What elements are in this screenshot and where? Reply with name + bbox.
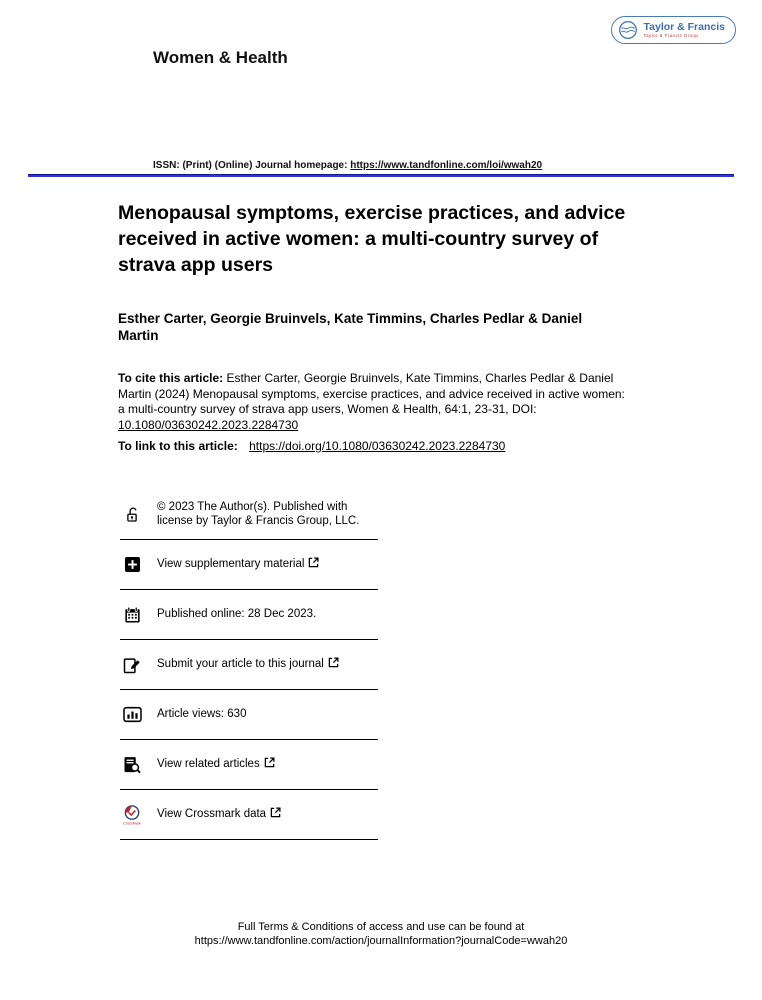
supplementary-link[interactable]: [157, 557, 319, 572]
external-link-icon: [264, 757, 275, 768]
external-link-icon: [328, 657, 339, 668]
open-access-icon: [120, 504, 144, 526]
publisher-tagline: Taylor & Francis Group: [643, 32, 699, 38]
list-item-supplementary[interactable]: [120, 540, 378, 590]
citation-block: [118, 371, 634, 433]
publisher-globe-icon: [618, 20, 638, 40]
list-item-submit[interactable]: [120, 640, 378, 690]
external-link-icon: [270, 807, 281, 818]
article-authors: Esther Carter, Georgie Bruinvels, Kate Timmins, Charles Pedlar & Daniel Martin: [118, 311, 583, 343]
cite-doi-link[interactable]: 10.1080/03630242.2023.2284730: [118, 417, 299, 432]
list-item-related[interactable]: [120, 740, 378, 790]
terms-footer: [0, 920, 762, 948]
article-views-text: Article views: 630: [157, 707, 247, 720]
supplementary-link-text: View supplementary material: [157, 558, 305, 571]
related-articles-icon: [120, 755, 144, 775]
issn-prefix: ISSN: (Print) (Online) Journal homepage:: [153, 160, 351, 171]
publisher-logo[interactable]: [611, 16, 737, 44]
related-articles-link-text: View related articles: [157, 758, 260, 771]
open-access-text: © 2023 The Author(s). Published with license by Taylor & Francis Group, LLC.: [157, 501, 360, 527]
journal-title: Women & Health: [153, 48, 288, 67]
journal-homepage-link[interactable]: https://www.tandfonline.com/loi/wwah20: [350, 160, 543, 171]
crossmark-link-text: View Crossmark data: [157, 808, 267, 821]
crossmark-icon: [120, 804, 144, 826]
calendar-icon: [120, 605, 144, 625]
article-views-icon: [120, 706, 144, 723]
svg-text:CrossMark: CrossMark: [123, 820, 141, 825]
terms-footer-line1: Full Terms & Conditions of access and use can be found at: [237, 921, 525, 933]
publisher-name: Taylor & Francis: [643, 20, 725, 33]
submit-article-icon: [120, 655, 144, 675]
link-label: To link to this article:: [118, 439, 242, 453]
terms-footer-url[interactable]: https://www.tandfonline.com/action/journalInformation?journalCode=wwah20: [194, 935, 568, 947]
crossmark-link[interactable]: [157, 807, 281, 822]
doi-link[interactable]: https://doi.org/10.1080/03630242.2023.2284730: [249, 439, 506, 453]
header-divider: [28, 174, 734, 177]
list-item-published: [120, 590, 378, 640]
issn-homepage-line: [153, 160, 542, 171]
cite-label: To cite this article:: [118, 371, 227, 385]
list-item-open-access: [120, 490, 378, 540]
related-articles-link[interactable]: [157, 757, 275, 772]
list-item-views: [120, 690, 378, 740]
list-item-crossmark[interactable]: [120, 790, 378, 840]
article-link-block: [118, 439, 634, 453]
article-title: Menopausal symptoms, exercise practices, and advice received in active women: a multi-country survey of strava app users: [118, 202, 626, 276]
published-online-text: Published online: 28 Dec 2023.: [157, 607, 317, 620]
supplementary-plus-icon: [120, 555, 144, 574]
external-link-icon: [308, 557, 319, 568]
submit-article-link[interactable]: [157, 657, 339, 672]
article-info-list: [120, 490, 378, 840]
cite-text: Esther Carter, Georgie Bruinvels, Kate Timmins, Charles Pedlar & Daniel Martin (2024) Menopausal symptoms, exercise practices, and advice received in active women: a multi-country survey of strava app users, Women & Health, 64:1, 23-31, DOI:: [118, 371, 625, 416]
submit-article-link-text: Submit your article to this journal: [157, 658, 324, 671]
